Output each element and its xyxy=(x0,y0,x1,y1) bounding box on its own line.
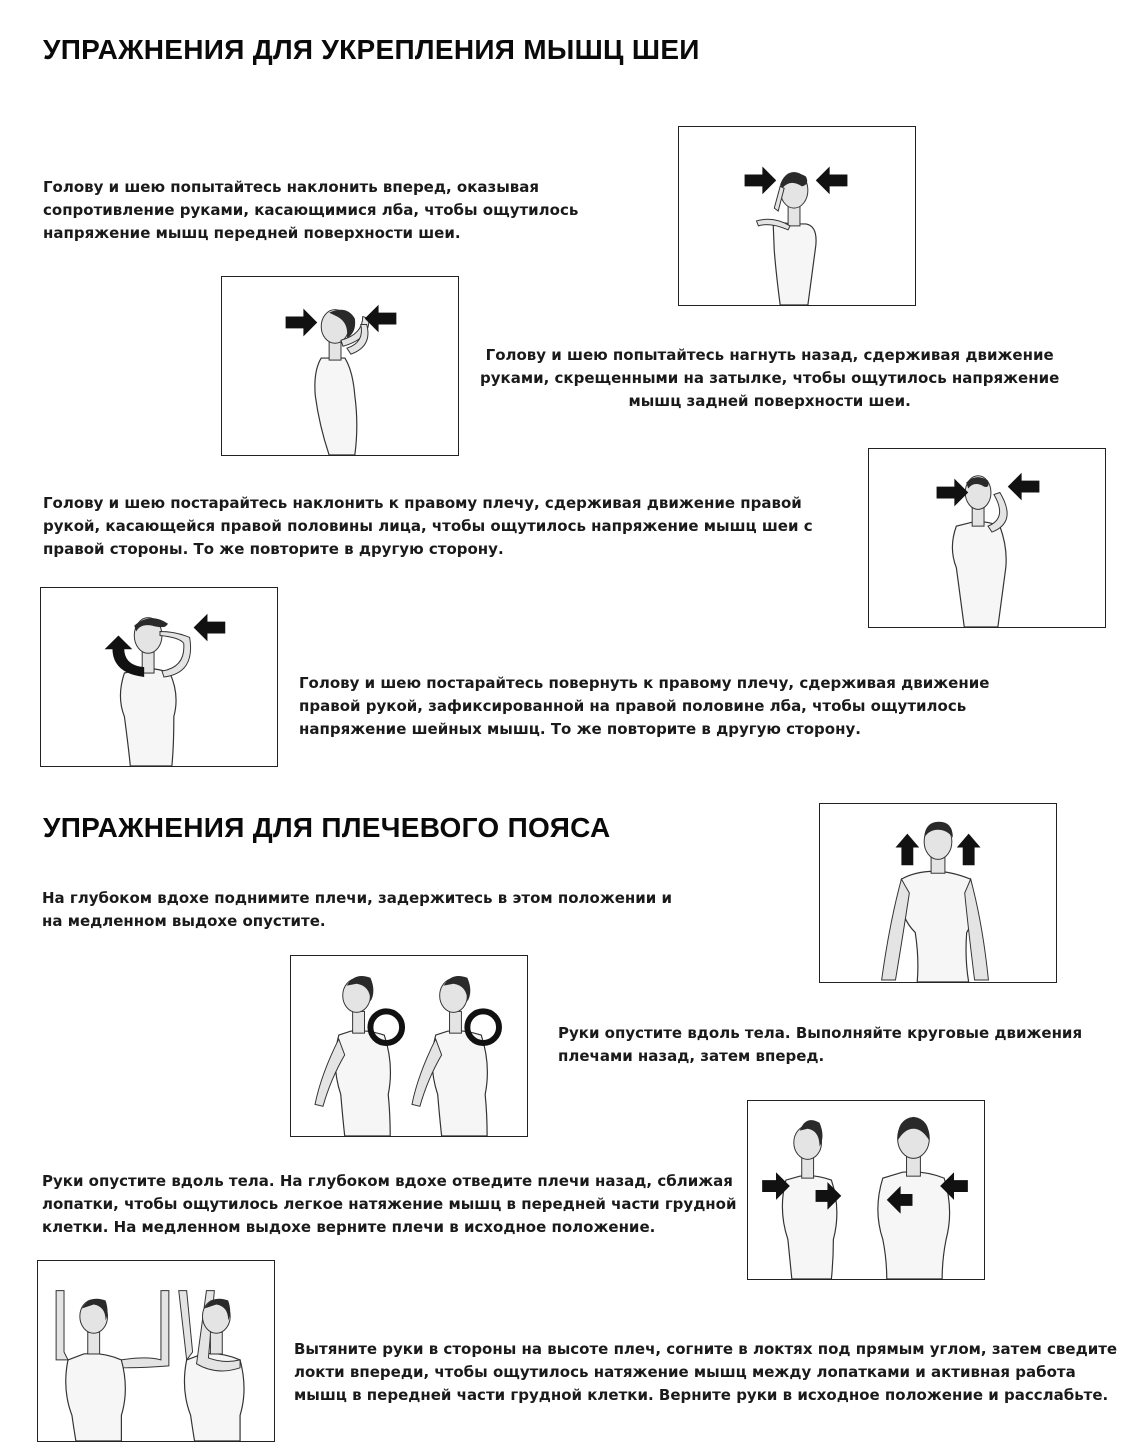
neck-exercise-1-text: Голову и шею попытайтесь наклонить вперед, оказывая сопротивление руками, касающимися лба, чтобы ощутилось напряжение мышц передней поверхности шеи. xyxy=(43,178,579,242)
shoulder-exercise-3-text: Руки опустите вдоль тела. На глубоком вдохе отведите плечи назад, сближая лопатки, чтобы ощутилось легкое натяжение мышц в передней части грудной клетки. На медленном выдохе верните плечи в исходное положение. xyxy=(42,1172,737,1236)
neck-exercise-2-figure xyxy=(221,276,459,456)
arrow-icon xyxy=(365,305,397,333)
shoulder-exercise-1-figure xyxy=(819,803,1057,983)
shoulder-exercise-2-figure xyxy=(290,955,528,1137)
shoulder-section-title: УПРАЖНЕНИЯ ДЛЯ ПЛЕЧЕВОГО ПОЯСА xyxy=(43,812,611,843)
neck-exercise-4-text: Голову и шею постарайтесь повернуть к правому плечу, сдерживая движение правой рукой, зафиксированной на правой половине лба, чтобы ощутилось напряжение шейных мышц. То же повторите в другую сторону. xyxy=(299,674,990,738)
neck-section-title: УПРАЖНЕНИЯ ДЛЯ УКРЕПЛЕНИЯ МЫШЦ ШЕИ xyxy=(43,34,700,65)
arrow-icon xyxy=(745,167,777,195)
arrow-icon xyxy=(895,834,919,866)
shoulder-exercise-4-text: Вытяните руки в стороны на высоте плеч, согните в локтях под прямым углом, затем сведите локти впереди, чтобы ощутилось натяжение мышц между лопатками и активная работа мышц в передней части грудной клетки. Верните руки в исходное положение и расслабьте. xyxy=(294,1340,1118,1404)
neck-exercise-3-text: Голову и шею постарайтесь наклонить к правому плечу, сдерживая движение правой рукой, касающейся правой половины лица, чтобы ощутилось напряжение мышц шеи с правой стороны. То же повторите в другую сторону. xyxy=(43,494,813,558)
shoulder-exercise-3-figure xyxy=(747,1100,985,1280)
shoulder-exercise-4-figure xyxy=(37,1260,275,1442)
arrow-icon xyxy=(816,167,848,195)
arrow-icon xyxy=(194,614,226,642)
shoulder-exercise-1-text: На глубоком вдохе поднимите плечи, задержитесь в этом положении и на медленном выдохе опустите. xyxy=(42,889,673,930)
neck-exercise-3-figure xyxy=(868,448,1106,628)
shoulder-exercise-2-text: Руки опустите вдоль тела. Выполняйте круговые движения плечами назад, затем вперед. xyxy=(558,1024,1083,1065)
neck-exercise-2-text: Голову и шею попытайтесь нагнуть назад, сдерживая движение руками, скрещенными на затылке, чтобы ощутилось напряжение мышц задней поверхности шеи. xyxy=(480,346,1060,410)
arrow-icon xyxy=(957,834,981,866)
arrow-icon xyxy=(286,309,318,337)
neck-exercise-4-figure xyxy=(40,587,278,767)
neck-exercise-1-figure xyxy=(678,126,916,306)
arrow-icon xyxy=(937,479,969,507)
arrow-icon xyxy=(1008,473,1040,501)
